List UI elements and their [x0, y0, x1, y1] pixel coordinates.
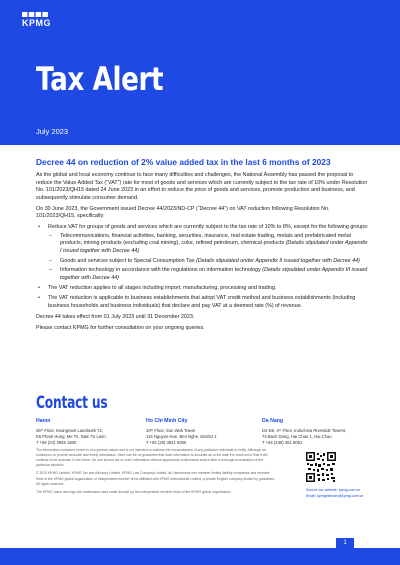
office-address-line: 74 Bach Dang, Hai Chau 1, Hai Chau: [262, 433, 332, 439]
dash-reference: (Details stipulated under Appendix I issued together with Decree 44): [60, 240, 368, 255]
bullet-text: The VAT reduction is applicable to business establishments that adopt VAT credit method and business establishments (including business households and business individuals) that declare and pay VAT at a deemed rate (%) of revenue.: [48, 295, 356, 310]
intro-paragraph: As the global and local economy continue to face many difficulties and challenges, the National Assembly has passed the proposal to reduce the Value Added Tax (“VAT”) rate for most of goods and services which are currently subject to the tax rate of 10% under Resolution No. 101/2023/QH15 dated 24 June 2023 in an effort to reduce the price of goods and services, promote production and business, and subsequently stimulate consumer demand.: [36, 172, 368, 202]
footer-bar: [0, 548, 400, 565]
page-number: 1: [336, 538, 354, 548]
office-address-line: 115 Nguyen Hue, Ben Nghe, District 1: [146, 433, 217, 439]
office-address-line: D4-D5, 4ᵗʰ Floor, Indochina Riverside Towers,: [262, 427, 347, 433]
effective-date-paragraph: Decree 44 takes effect from 01 July 2023 until 31 December 2023.: [36, 313, 195, 320]
contact-heading: Contact us: [36, 393, 108, 413]
office-city: Da Nang: [262, 418, 284, 424]
issued-paragraph: On 30 June 2023, the Government issued Decree 44/2023/ND-CP (“Decree 44”) on VAT reduction following Resolution No. 101/2023/QH15, specifically:: [36, 205, 330, 220]
dash-text: Information technology in accordance with the regulations on information technology: [60, 267, 263, 274]
office-city: Ho Chi Minh City: [146, 418, 188, 424]
disclaimer-paragraph: © 2023 KPMG Limited, KPMG Tax and Advisory Limited, KPMG Law Company Limited, all Vietnamese one member limited liability companies and member firms of the KPMG global organization of independent member firms affiliated with KPMG International Limited, a private English company limited by guarantee. All rights reserved.: [36, 471, 276, 486]
office-city: Hanoi: [36, 418, 51, 424]
logo-text: KPMG: [22, 18, 51, 28]
kpmg-logo: [22, 12, 51, 28]
office-hanoi: [36, 418, 141, 446]
office-address-line: E6 Pham Hung, Me Tri, Nam Tu Liem: [36, 433, 106, 439]
header-banner: [0, 0, 400, 145]
office-danang: [262, 418, 367, 446]
article-headline: Decree 44 on reduction of 2% value added tax in the last 6 months of 2023: [36, 157, 331, 167]
dash-reference: (Details stipulated under Appendix II issued together with Decree 44): [195, 257, 360, 264]
page-title: Tax Alert: [36, 60, 164, 98]
legal-disclaimer: [36, 448, 276, 498]
dash-reference: (Details stipulated under Appendix III issued together with Decree 44): [60, 267, 368, 282]
office-phone: T +84 (24) 3946 1600: [36, 439, 77, 445]
qr-code-icon[interactable]: [306, 452, 336, 482]
list-item: [48, 267, 370, 282]
dash-text: Telecommunications, financial activities, banking, securities, insurance, real estate trading, metals and prefabricated metal products, mining products (excluding coal mining), coke, refined petroleum, chemical products: [60, 232, 351, 247]
key-points-list: [36, 224, 370, 311]
list-item: [48, 233, 370, 256]
office-address-line: 46ᵗʰ Floor, Keangnam Landmark 72,: [36, 427, 104, 433]
disclaimer-paragraph: The information contained herein is of a general nature and is not intended to address the circumstances of any particular individual or entity. Although we endeavour to provide accurate and timely information, there can be no guarantee that such information is accurate as of the date it is received or that it will continue to be accurate in the future. No one should act on such information without appropriate professional advice after a thorough examination of the particular situation.: [36, 448, 268, 468]
closing-paragraph: Please contact KPMG for further consultation on your ongoing queries.: [36, 324, 205, 331]
contact-links: [306, 487, 363, 500]
office-phone: T +84 (236) 351 9051: [262, 439, 303, 445]
list-item: [36, 295, 370, 310]
email-line: [306, 493, 363, 499]
office-phone: T +84 (28) 3821 9266: [146, 439, 187, 445]
bullet-text: Reduce VAT for groups of goods and services which are currently subject to the tax rate of 10% to 8%, except for the following groups:: [48, 224, 369, 231]
exception-list: [48, 233, 370, 283]
website-link[interactable]: kpmg.com.vn: [338, 488, 361, 492]
dash-text: Goods and services subject to Special Consumption Tax: [60, 257, 196, 264]
publication-date: July 2023: [36, 127, 69, 136]
list-item: [36, 224, 370, 283]
email-link[interactable]: kpmgvietnam@kpmg.com.vn: [317, 494, 364, 499]
office-address-line: 10ᵗʰ Floor, Sun Wah Tower: [146, 427, 196, 433]
list-item: [36, 285, 370, 293]
office-hcmc: [146, 418, 251, 446]
disclaimer-paragraph: The KPMG name and logo are trademarks used under license by the independent member firms of the KPMG global organization.: [36, 489, 232, 494]
article-body: [36, 157, 370, 335]
kpmg-logo-mark-icon: [22, 12, 48, 17]
bullet-text: The VAT reduction applies to all stages including import, manufacturing, processing and trading.: [48, 285, 277, 292]
website-label: Source our website:: [306, 488, 338, 492]
email-label: Email:: [306, 494, 316, 499]
list-item: [48, 258, 370, 266]
